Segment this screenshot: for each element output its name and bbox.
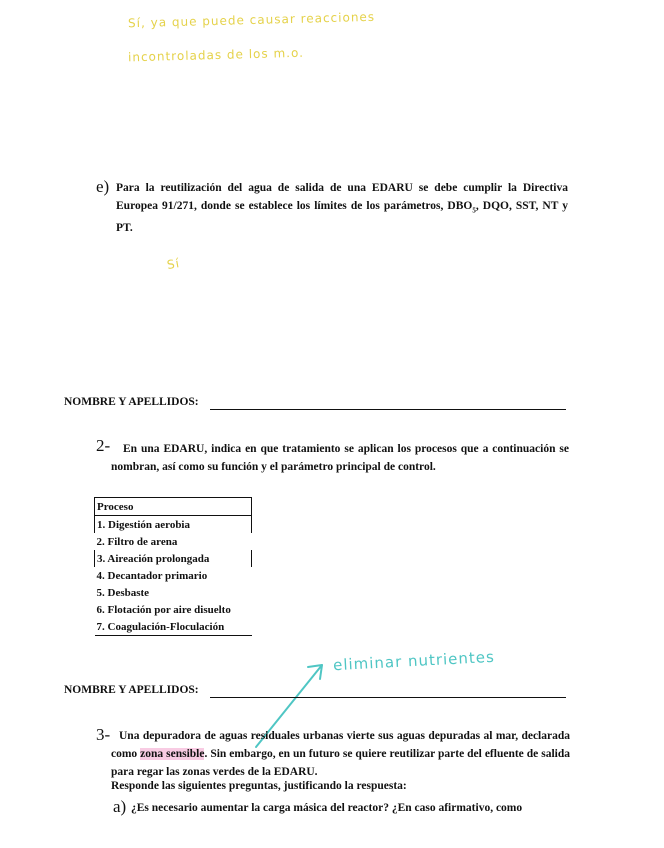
process-row: 5. Desbaste xyxy=(96,586,150,599)
name-line-1 xyxy=(210,409,566,410)
question-3a-text: ¿Es necesario aumentar la carga másica del reactor? ¿En caso afirmativo, como xyxy=(131,802,523,814)
process-row: 6. Flotación por aire disuelto xyxy=(96,603,231,616)
name-line-2 xyxy=(210,697,566,698)
process-row: 2. Filtro de arena xyxy=(96,535,178,548)
process-row: 7. Coagulación-Floculación xyxy=(96,620,225,633)
question-e-subscript: 5 xyxy=(472,206,476,215)
process-row: 4. Decantador primario xyxy=(96,569,208,582)
question-3a-letter: a) xyxy=(113,797,127,816)
question-e-text-part1: Para la reutilización del agua de salida de una EDARU se debe cumplir la Directiva Europea 91/271, donde se establece los límites de los parámetros, DBO xyxy=(116,182,568,212)
question-2-number: 2- xyxy=(96,436,111,455)
handwritten-answer-e: Sí xyxy=(165,255,182,273)
process-row: 1. Digestión aerobia xyxy=(97,518,190,531)
name-label-1: NOMBRE Y APELLIDOS: xyxy=(64,396,199,408)
question-3-text xyxy=(111,727,570,781)
process-row: 3. Aireación prolongada xyxy=(97,552,210,565)
question-3-instruction: Responde las siguientes preguntas, justificando la respuesta: xyxy=(111,780,407,792)
question-e-letter: e) xyxy=(96,177,110,196)
question-3-text-before: Una depuradora de aguas residuales urbanas vierte sus aguas depuradas al mar, declarada como xyxy=(111,730,570,760)
handwritten-answer-line-1: Sí, ya que puede causar reacciones xyxy=(127,9,376,31)
handwritten-answer-line-2: incontroladas de los m.o. xyxy=(127,45,305,65)
question-e-text xyxy=(116,179,568,237)
question-e-text-part2: , DQO, SST, NT y PT. xyxy=(116,200,568,235)
question-3-number: 3- xyxy=(96,725,111,744)
question-2-text: En una EDARU, indica en que tratamiento se aplican los procesos que a continuación se nombran, así como su función y el parámetro principal de control. xyxy=(111,443,569,473)
handwritten-note-nutrients: eliminar nutrientes xyxy=(332,647,496,675)
process-table-header: Proceso xyxy=(97,500,134,513)
process-table xyxy=(94,497,252,636)
highlighted-sensitive-zone: zona sensible xyxy=(140,748,205,760)
question-3-text-after: . Sin embargo, en un futuro se quiere reutilizar parte del efluente de salida para regar las zonas verdes de la EDARU. xyxy=(111,748,570,778)
name-label-2: NOMBRE Y APELLIDOS: xyxy=(64,684,199,696)
